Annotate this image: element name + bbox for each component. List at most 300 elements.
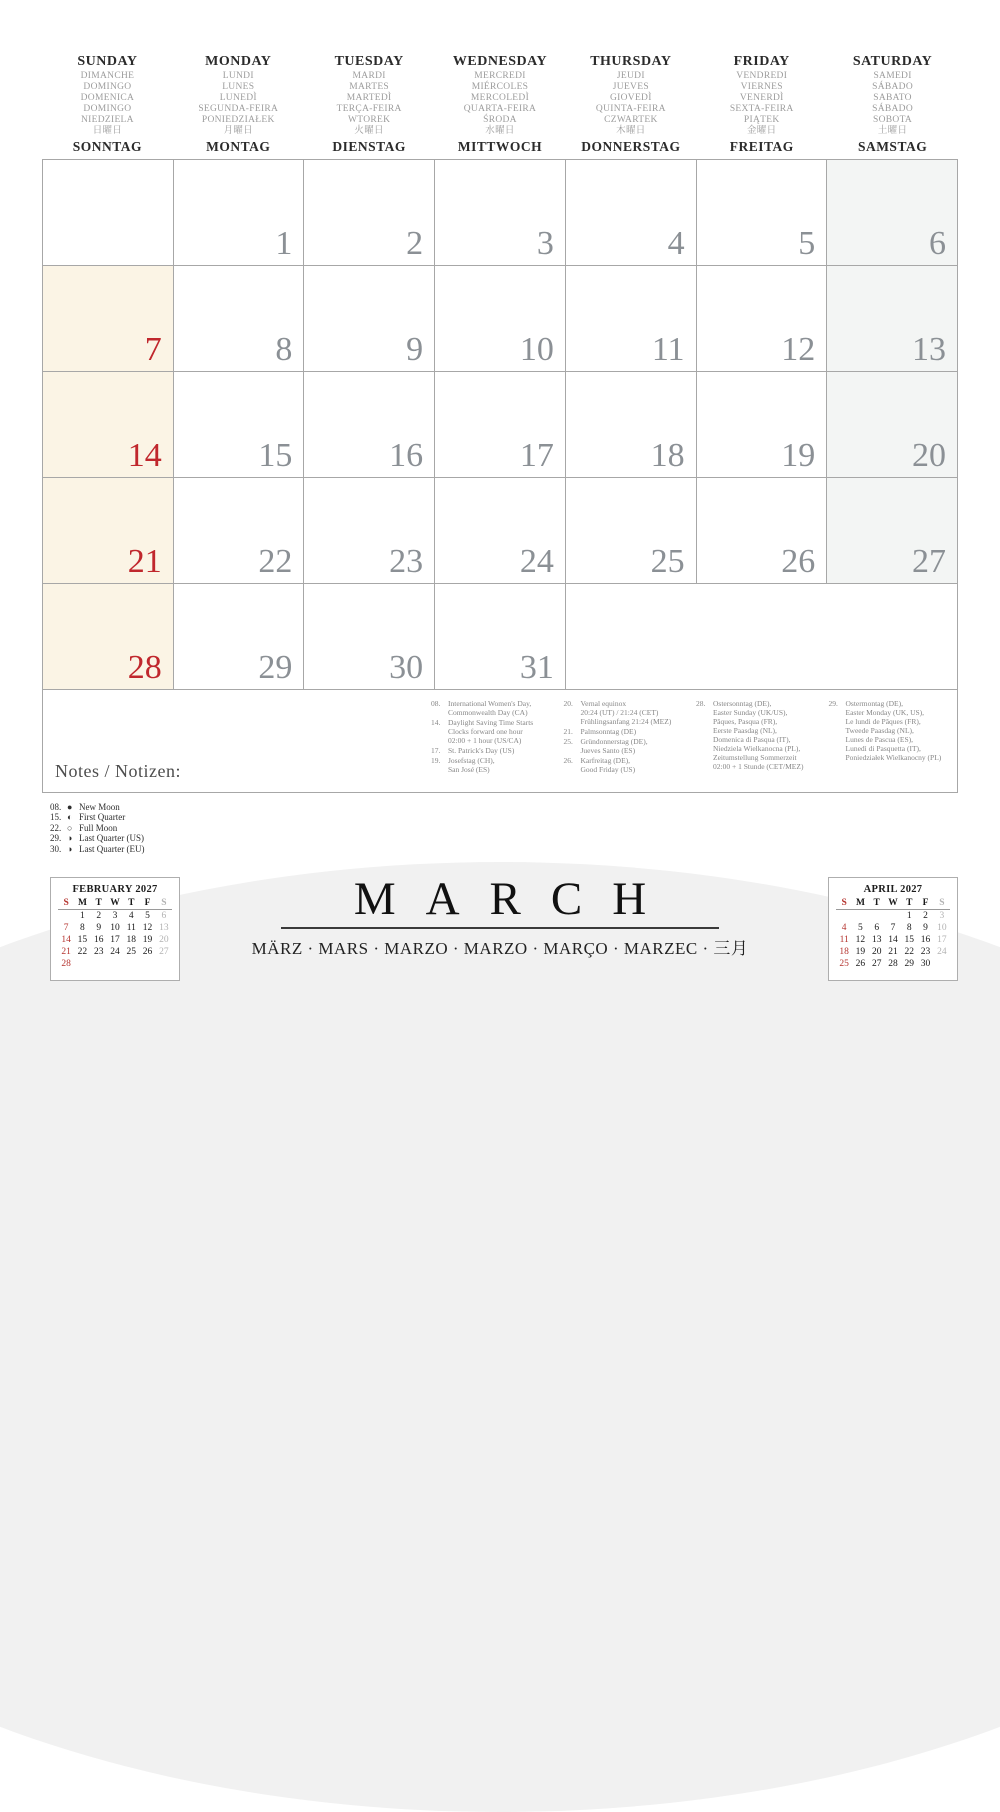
holiday-entry — [564, 756, 689, 774]
mini-empty-cell — [139, 958, 155, 970]
day-number: 9 — [406, 330, 424, 368]
day-cell-17 — [435, 372, 566, 478]
holiday-text-line: Ostermontag (DE), — [845, 698, 903, 708]
month-grid — [42, 159, 958, 690]
mini-empty-cell — [836, 910, 852, 923]
moon-phase-entry — [50, 833, 958, 844]
mini-calendar-table — [836, 897, 950, 970]
moon-phase-date: 29. — [50, 833, 62, 843]
day-number: 4 — [667, 224, 685, 262]
weekday-name-english: SATURDAY — [852, 54, 933, 69]
mini-day-letter: M — [852, 897, 868, 910]
mini-day-21: 21 — [888, 947, 898, 957]
holiday-date-number: 28. — [696, 698, 706, 708]
mini-day-letter: S — [836, 897, 852, 910]
mini-day-9: 9 — [923, 923, 928, 933]
weekday-name-translation: MERCOLEDÌ — [470, 93, 530, 103]
holiday-text-line: Karfreitag (DE), — [580, 755, 631, 765]
weekday-name-english: THURSDAY — [590, 54, 672, 69]
mini-day-17: 17 — [110, 935, 120, 945]
mini-day-letter: S — [58, 897, 74, 910]
holiday-text-line: Ostersonntag (DE), — [713, 698, 772, 708]
day-number: 10 — [519, 330, 554, 368]
holiday-text — [581, 727, 637, 736]
day-cell-26 — [697, 478, 828, 584]
holiday-text-line: Poniedziałek Wielkanocny (PL) — [845, 752, 942, 762]
day-number: 25 — [650, 542, 685, 580]
holiday-text — [713, 699, 803, 771]
weekday-name-translation: JUEVES — [612, 82, 649, 92]
holiday-entry — [564, 737, 689, 755]
bottom-dome-decoration — [0, 862, 1000, 1812]
last-quarter-icon: ◑ — [67, 833, 73, 843]
mini-day-19: 19 — [855, 947, 866, 957]
day-number: 15 — [258, 436, 293, 474]
mini-calendar-table — [58, 897, 172, 970]
day-number: 2 — [406, 224, 424, 262]
day-number: 18 — [650, 436, 685, 474]
mini-day-28: 28 — [888, 959, 898, 969]
weekday-name-german: DONNERSTAG — [581, 139, 681, 154]
holiday-text-line: Jueves Santo (ES) — [580, 745, 636, 755]
weekday-name-translation: SOBOTA — [873, 115, 913, 125]
mini-day-27: 27 — [871, 959, 882, 969]
day-cell-1 — [174, 160, 305, 266]
mini-day-7: 7 — [890, 923, 896, 933]
weekday-name-translation: MERCREDI — [474, 71, 526, 81]
weekday-name-translation: ŚRODA — [483, 115, 517, 125]
mini-day-letter: W — [885, 897, 901, 910]
weekday-name-translation: QUINTA-FEIRA — [595, 104, 666, 114]
weekday-name-german: MITTWOCH — [457, 139, 543, 154]
day-cell-5 — [697, 160, 828, 266]
mini-day-14: 14 — [888, 935, 898, 945]
holiday-text — [448, 718, 533, 745]
weekday-name-translation: TERÇA-FEIRA — [336, 104, 402, 114]
holiday-text-line: Good Friday (US) — [580, 764, 636, 774]
holiday-date-number: 19. — [431, 755, 441, 765]
day-number: 11 — [651, 330, 685, 368]
holiday-text-line: Clocks forward one hour — [448, 726, 523, 736]
day-cell-30 — [304, 584, 435, 690]
weekday-name-translation: SAMEDI — [873, 71, 912, 81]
weekday-name-translation: MIÉRCOLES — [471, 82, 529, 92]
mini-day-10: 10 — [110, 923, 120, 933]
day-cell-4 — [566, 160, 697, 266]
weekday-name-translation: CZWARTEK — [604, 115, 658, 125]
mini-day-12: 12 — [855, 935, 866, 945]
mini-day-13: 13 — [159, 923, 169, 933]
first-quarter-icon: ◐ — [67, 812, 73, 822]
mini-day-letter: M — [74, 897, 90, 910]
day-number: 27 — [911, 542, 946, 580]
mini-calendar-title: FEBRUARY 2027 — [72, 884, 158, 895]
day-cell-9 — [304, 266, 435, 372]
day-cell-31 — [435, 584, 566, 690]
holiday-text-line: Frühlingsanfang 21:24 (MEZ) — [580, 716, 672, 726]
day-cell-12 — [697, 266, 828, 372]
holiday-date-number: 26. — [563, 755, 573, 765]
mini-day-11: 11 — [126, 923, 136, 933]
holiday-text — [448, 746, 514, 755]
mini-day-20: 20 — [871, 947, 882, 957]
holiday-list — [431, 699, 953, 775]
mini-day-22: 22 — [77, 947, 88, 957]
day-cell-14 — [43, 372, 174, 478]
mini-empty-cell — [852, 910, 868, 923]
weekday-name-english: SUNDAY — [77, 54, 138, 69]
weekday-name-translation: MARTEDÌ — [346, 93, 392, 103]
moon-phase-entry — [50, 844, 958, 855]
mini-empty-cell — [107, 958, 123, 970]
day-cell-29 — [174, 584, 305, 690]
weekday-name-translation: 月曜日 — [223, 126, 253, 136]
day-number: 26 — [781, 542, 816, 580]
mini-day-24: 24 — [110, 947, 120, 957]
moon-phase-label: New Moon — [79, 801, 120, 812]
holiday-column-3 — [696, 699, 821, 775]
weekday-name-translation: DOMINGO — [83, 104, 132, 114]
day-number: 1 — [275, 224, 293, 262]
day-cell-18 — [566, 372, 697, 478]
day-number: 16 — [389, 436, 424, 474]
weekday-name-translation: PIĄTEK — [743, 115, 780, 125]
weekday-name-german: SONNTAG — [72, 139, 143, 154]
day-cell-3 — [435, 160, 566, 266]
mini-empty-cell — [934, 958, 950, 970]
day-number: 29 — [258, 648, 293, 686]
weekday-name-translation: SÁBADO — [872, 82, 913, 92]
mini-day-4: 4 — [841, 923, 847, 933]
holiday-entry — [431, 756, 556, 774]
weekday-name-translation: MARDI — [352, 71, 386, 81]
holiday-text-line: Easter Sunday (UK/US), — [713, 707, 788, 717]
weekday-name-translation: LUNEDÌ — [219, 93, 257, 103]
day-cell-21 — [43, 478, 174, 584]
holiday-entry — [431, 746, 556, 755]
holiday-date-number: 20. — [563, 698, 573, 708]
day-number: 24 — [519, 542, 554, 580]
moon-phase-label: First Quarter — [79, 812, 126, 822]
day-cell-8 — [174, 266, 305, 372]
mini-day-23: 23 — [920, 947, 931, 957]
moon-phase-label: Last Quarter (EU) — [79, 843, 145, 854]
day-cell-20 — [827, 372, 958, 478]
holiday-date-number: 29. — [828, 698, 838, 708]
mini-day-25: 25 — [839, 959, 849, 969]
weekday-name-german: FREITAG — [729, 139, 794, 154]
day-number: 28 — [127, 648, 162, 686]
holiday-date-number: 08. — [431, 698, 441, 708]
mini-day-7: 7 — [63, 923, 69, 933]
mini-empty-cell — [123, 958, 139, 970]
weekday-name-translation: SABATO — [873, 93, 912, 103]
weekday-header-friday — [696, 55, 827, 154]
mini-day-15: 15 — [77, 935, 88, 945]
weekday-header-sunday — [42, 55, 173, 154]
holiday-text-line: 20:24 (UT) / 21:24 (CET) — [580, 707, 659, 717]
day-number: 22 — [258, 542, 293, 580]
mini-day-letter: F — [139, 897, 155, 910]
day-cell-11 — [566, 266, 697, 372]
weekday-name-translation: 日曜日 — [92, 126, 123, 136]
mini-day-25: 25 — [126, 947, 137, 957]
holiday-text-line: International Women's Day, — [448, 698, 532, 708]
mini-day-29: 29 — [904, 959, 915, 969]
empty-cell-merged — [566, 584, 958, 690]
holiday-text-line: St. Patrick's Day (US) — [448, 745, 515, 755]
mini-day-18: 18 — [126, 935, 137, 945]
holiday-text-line: San José (ES) — [448, 764, 490, 774]
weekday-name-translation: SÁBADO — [872, 104, 913, 114]
day-cell-28 — [43, 584, 174, 690]
weekday-name-english: FRIDAY — [733, 54, 790, 69]
mini-empty-cell — [74, 958, 90, 970]
mini-empty-cell — [58, 910, 74, 923]
holiday-entry — [564, 699, 689, 726]
day-number: 13 — [911, 330, 946, 368]
mini-day-27: 27 — [159, 947, 169, 957]
holiday-text — [581, 737, 648, 755]
mini-day-letter: W — [107, 897, 123, 910]
weekday-name-translation: 水曜日 — [485, 126, 515, 136]
weekday-name-translation: VIERNES — [740, 82, 783, 92]
holiday-text-line: Josefstag (CH), — [448, 755, 495, 765]
day-number: 5 — [798, 224, 816, 262]
weekday-name-translation: 木曜日 — [616, 126, 646, 136]
weekday-name-german: SAMSTAG — [857, 139, 928, 154]
day-cell-24 — [435, 478, 566, 584]
holiday-text — [846, 699, 942, 762]
moon-phase-date: 15. — [50, 812, 62, 822]
mini-day-23: 23 — [93, 947, 104, 957]
holiday-date-number: 14. — [431, 717, 441, 727]
mini-empty-cell — [885, 910, 901, 923]
holiday-text-line: Lunes de Pascua (ES), — [845, 734, 913, 744]
holiday-date-number: 21. — [563, 726, 573, 736]
holiday-text — [581, 756, 636, 774]
holiday-text-line: Pâques, Pasqua (FR), — [713, 716, 778, 726]
weekday-header-saturday — [827, 55, 958, 154]
holiday-text — [448, 699, 531, 717]
mini-day-30: 30 — [920, 959, 931, 969]
weekday-name-translation: 金曜日 — [747, 126, 777, 136]
mini-day-1: 1 — [80, 911, 85, 921]
weekday-name-translation: 火曜日 — [354, 126, 384, 136]
mini-day-15: 15 — [904, 935, 915, 945]
weekday-name-translation: QUARTA-FEIRA — [463, 104, 537, 114]
month-title: MARCH — [353, 873, 677, 925]
notes-label: Notes / Notizen: — [55, 760, 181, 781]
weekday-name-translation: WTOREK — [348, 115, 391, 125]
mini-day-22: 22 — [904, 947, 915, 957]
holiday-text-line: Eerste Paasdag (NL), — [713, 725, 777, 735]
mini-day-20: 20 — [159, 935, 169, 945]
mini-day-12: 12 — [142, 923, 153, 933]
weekday-name-translation: MARTES — [349, 82, 390, 92]
moon-phase-label: Last Quarter (US) — [79, 833, 144, 843]
day-number: 12 — [781, 330, 816, 368]
day-number: 20 — [911, 436, 946, 474]
holiday-date-number: 17. — [431, 745, 441, 755]
day-number: 7 — [144, 330, 162, 368]
weekday-name-translation: DOMENICA — [80, 93, 135, 103]
holiday-text-line: Palmsonntag (DE) — [580, 726, 637, 736]
day-cell-6 — [827, 160, 958, 266]
weekday-name-translation: VENDREDI — [736, 71, 788, 81]
weekday-name-english: WEDNESDAY — [452, 54, 548, 69]
moon-phase-entry — [50, 812, 958, 823]
mini-day-8: 8 — [80, 923, 85, 933]
day-cell-13 — [827, 266, 958, 372]
mini-day-11: 11 — [839, 935, 849, 945]
day-number: 8 — [275, 330, 293, 368]
holiday-column-4 — [829, 699, 954, 775]
mini-day-5: 5 — [145, 911, 150, 921]
holiday-text-line: Commonwealth Day (CA) — [448, 707, 528, 717]
weekday-name-translation: DIMANCHE — [80, 71, 135, 81]
mini-day-21: 21 — [61, 947, 71, 957]
mini-day-18: 18 — [839, 947, 849, 957]
holiday-date-number: 25. — [563, 736, 573, 746]
day-cell-23 — [304, 478, 435, 584]
day-number: 6 — [928, 224, 946, 262]
weekday-name-english: TUESDAY — [334, 54, 404, 69]
holiday-entry — [829, 699, 954, 762]
mini-day-3: 3 — [939, 911, 945, 921]
holiday-entry — [696, 699, 821, 771]
mini-calendar-february — [50, 877, 180, 981]
weekday-header-thursday — [565, 55, 696, 154]
weekday-name-translation: GIOVEDÌ — [610, 93, 652, 103]
holiday-entry — [431, 718, 556, 745]
weekday-name-translation: 土曜日 — [877, 126, 908, 136]
day-number: 21 — [127, 542, 162, 580]
day-number: 30 — [389, 648, 424, 686]
holiday-text-line: Daylight Saving Time Starts — [448, 717, 534, 727]
mini-day-28: 28 — [61, 959, 71, 969]
day-cell-15 — [174, 372, 305, 478]
mini-day-letter: T — [91, 897, 107, 910]
holiday-text-line: 02:00 + 1 Stunde (CET/MEZ) — [713, 761, 804, 771]
weekday-name-translation: DOMINGO — [83, 82, 132, 92]
month-subtitle: MÄRZ · MARS · MARZO · MARZO · MARÇO · MARZEC · 三月 — [251, 939, 749, 958]
mini-day-26: 26 — [142, 947, 153, 957]
mini-day-6: 6 — [874, 923, 880, 933]
mini-day-letter: F — [917, 897, 933, 910]
mini-day-letter: S — [934, 897, 950, 910]
weekday-header-tuesday — [304, 55, 435, 154]
moon-phase-label: Full Moon — [79, 822, 118, 833]
day-number: 14 — [127, 436, 162, 474]
day-cell-25 — [566, 478, 697, 584]
mini-day-letter: T — [869, 897, 885, 910]
mini-day-letter: T — [901, 897, 917, 910]
day-number: 3 — [536, 224, 554, 262]
holiday-text-line: Domenica di Pasqua (IT), — [713, 734, 791, 744]
mini-day-4: 4 — [128, 911, 134, 921]
day-cell-27 — [827, 478, 958, 584]
weekday-name-translation: PONIEDZIAŁEK — [201, 115, 275, 125]
holiday-text-line: Niedziela Wielkanocna (PL), — [713, 743, 801, 753]
weekday-name-german: DIENSTAG — [332, 139, 406, 154]
mini-day-14: 14 — [61, 935, 71, 945]
calendar-page — [42, 0, 958, 854]
weekday-name-translation: JEUDI — [616, 71, 645, 81]
weekday-name-translation: SEGUNDA-FEIRA — [198, 104, 279, 114]
notes-and-holidays-box — [42, 690, 958, 793]
mini-day-letter: S — [156, 897, 172, 910]
holiday-text-line: Gründonnerstag (DE), — [580, 736, 648, 746]
holiday-text-line: Easter Monday (UK, US), — [845, 707, 925, 717]
mini-day-3: 3 — [112, 911, 118, 921]
weekday-name-translation: NIEDZIELA — [81, 115, 134, 125]
day-cell-19 — [697, 372, 828, 478]
mini-day-17: 17 — [937, 935, 947, 945]
mini-day-5: 5 — [858, 923, 863, 933]
day-number: 31 — [519, 648, 554, 686]
mini-day-9: 9 — [96, 923, 102, 933]
weekday-name-translation: VENERDÌ — [739, 93, 784, 103]
moon-phase-entry — [50, 802, 958, 813]
day-cell-2 — [304, 160, 435, 266]
weekday-header-monday — [173, 55, 304, 154]
day-cell-7 — [43, 266, 174, 372]
weekday-name-translation: SEXTA-FEIRA — [729, 104, 794, 114]
mini-day-6: 6 — [161, 911, 167, 921]
empty-cell — [43, 160, 174, 266]
mini-day-24: 24 — [937, 947, 947, 957]
weekday-name-german: MONTAG — [206, 139, 271, 154]
new-moon-icon: ● — [67, 801, 73, 812]
weekday-header-row — [42, 55, 958, 154]
mini-calendar-april — [828, 877, 958, 981]
mini-day-13: 13 — [871, 935, 882, 945]
holiday-entry — [431, 699, 556, 717]
weekday-name-english: MONDAY — [205, 54, 272, 69]
mini-day-8: 8 — [906, 923, 912, 933]
mini-calendar-title: APRIL 2027 — [863, 884, 923, 895]
full-moon-icon: ○ — [67, 822, 73, 833]
mini-day-16: 16 — [93, 935, 104, 945]
day-number: 17 — [519, 436, 554, 474]
holiday-text — [581, 699, 672, 726]
holiday-column-2 — [564, 699, 689, 775]
moon-phase-legend — [50, 802, 958, 855]
day-number: 23 — [389, 542, 424, 580]
mini-empty-cell — [869, 910, 885, 923]
moon-phase-date: 08. — [50, 801, 62, 812]
mini-day-16: 16 — [920, 935, 931, 945]
mini-day-2: 2 — [96, 911, 102, 921]
mini-day-letter: T — [123, 897, 139, 910]
weekday-header-wednesday — [435, 55, 566, 154]
mini-empty-cell — [156, 958, 172, 970]
day-number: 19 — [781, 436, 816, 474]
holiday-entry — [564, 727, 689, 736]
title-divider — [281, 927, 719, 929]
holiday-text-line: Tweede Paasdag (NL), — [845, 725, 914, 735]
holiday-text-line: Zeitumstellung Sommerzeit — [713, 752, 797, 762]
moon-phase-entry — [50, 823, 958, 834]
mini-day-2: 2 — [923, 911, 928, 921]
mini-day-26: 26 — [855, 959, 866, 969]
holiday-text-line: 02:00 + 1 hour (US/CA) — [448, 735, 522, 745]
day-cell-22 — [174, 478, 305, 584]
weekday-name-translation: LUNES — [222, 82, 255, 92]
holiday-text-line: Lunedì di Pasquetta (IT), — [845, 743, 921, 753]
moon-phase-date: 30. — [50, 843, 62, 854]
